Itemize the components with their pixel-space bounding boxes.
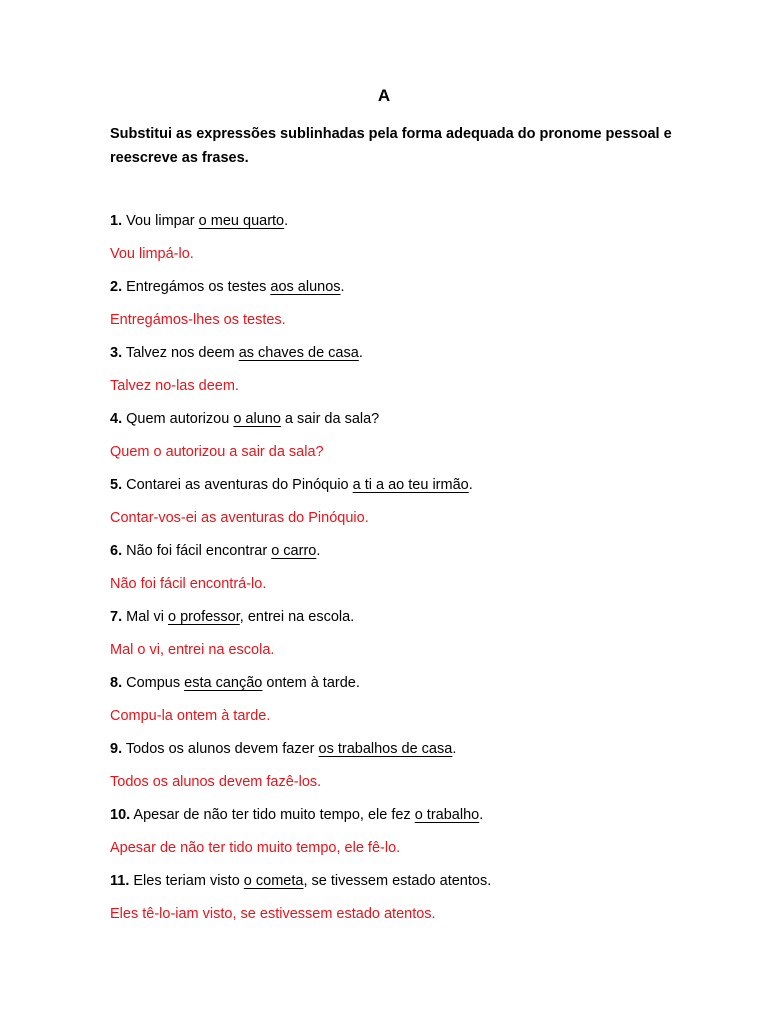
question-number: 3.: [110, 345, 123, 361]
underlined-expression: a ti a ao teu irmão: [352, 477, 469, 493]
question-line: [110, 473, 710, 506]
question-number: 9.: [110, 741, 123, 757]
question-text-before: Mal vi: [122, 609, 169, 625]
answer-line: Compu-la ontem à tarde.: [110, 708, 271, 724]
exercise-list: [110, 209, 710, 935]
underlined-expression: o meu quarto: [198, 213, 285, 229]
question-line: [110, 671, 710, 704]
underlined-expression: o professor: [168, 609, 240, 625]
question-number: 5.: [110, 477, 123, 493]
answer-line: Contar-vos-ei as aventuras do Pinóquio.: [110, 510, 369, 526]
question-line: [110, 737, 710, 770]
question-text-before: Entregámos os testes: [122, 279, 271, 295]
answer-line: Vou limpá-lo.: [110, 246, 194, 262]
answer-line: Todos os alunos devem fazê-los.: [110, 774, 322, 790]
question-line: [110, 407, 710, 440]
question-number: 4.: [110, 411, 123, 427]
underlined-expression: o aluno: [233, 411, 281, 427]
question-text-after: .: [468, 477, 473, 493]
question-text-after: , se tivessem estado atentos.: [303, 873, 492, 889]
answer-line: Não foi fácil encontrá-lo.: [110, 576, 267, 592]
question-number: 7.: [110, 609, 123, 625]
question-text-before: Apesar de não ter tido muito tempo, ele fez: [130, 807, 415, 823]
question-text-after: , entrei na escola.: [239, 609, 355, 625]
underlined-expression: o carro: [271, 543, 317, 559]
question-text-after: .: [340, 279, 345, 295]
question-text-after: .: [479, 807, 484, 823]
question-text-after: .: [284, 213, 289, 229]
question-text-before: Eles teriam visto: [129, 873, 244, 889]
answer-line: Mal o vi, entrei na escola.: [110, 642, 275, 658]
question-text-before: Todos os alunos devem fazer: [122, 741, 319, 757]
question-text-before: Talvez nos deem: [122, 345, 239, 361]
answer-line: Eles tê-lo-iam visto, se estivessem estado atentos.: [110, 906, 436, 922]
answer-line: Apesar de não ter tido muito tempo, ele fê-lo.: [110, 840, 401, 856]
question-text-after: a sair da sala?: [280, 411, 380, 427]
question-text-before: Não foi fácil encontrar: [122, 543, 272, 559]
question-text-before: Quem autorizou: [122, 411, 234, 427]
instructions: Substitui as expressões sublinhadas pela forma adequada do pronome pessoal e reescreve as frases.: [110, 126, 672, 166]
question-line: [110, 803, 710, 836]
question-number: 6.: [110, 543, 123, 559]
question-line: [110, 341, 710, 374]
question-number: 8.: [110, 675, 123, 691]
question-line: [110, 275, 710, 308]
question-line: [110, 539, 710, 572]
question-text-before: Contarei as aventuras do Pinóquio: [122, 477, 353, 493]
underlined-expression: o trabalho: [414, 807, 480, 823]
question-text-after: ontem à tarde.: [262, 675, 360, 691]
answer-line: Quem o autorizou a sair da sala?: [110, 444, 324, 460]
question-text-before: Vou limpar: [122, 213, 199, 229]
question-number: 2.: [110, 279, 123, 295]
underlined-expression: esta canção: [184, 675, 263, 691]
question-text-after: .: [316, 543, 321, 559]
question-line: [110, 869, 710, 902]
question-number: 11.: [110, 873, 130, 889]
question-number: 1.: [110, 213, 123, 229]
question-text-before: Compus: [122, 675, 185, 691]
answer-line: Entregámos-lhes os testes.: [110, 312, 286, 328]
underlined-expression: os trabalhos de casa: [318, 741, 453, 757]
question-line: [110, 209, 710, 242]
underlined-expression: as chaves de casa: [238, 345, 359, 361]
question-text-after: .: [358, 345, 363, 361]
question-number: 10.: [110, 807, 131, 823]
answer-line: Talvez no-las deem.: [110, 378, 239, 394]
underlined-expression: aos alunos: [270, 279, 341, 295]
question-text-after: .: [452, 741, 457, 757]
underlined-expression: o cometa: [243, 873, 304, 889]
page-title: A: [377, 86, 391, 105]
question-line: [110, 605, 710, 638]
